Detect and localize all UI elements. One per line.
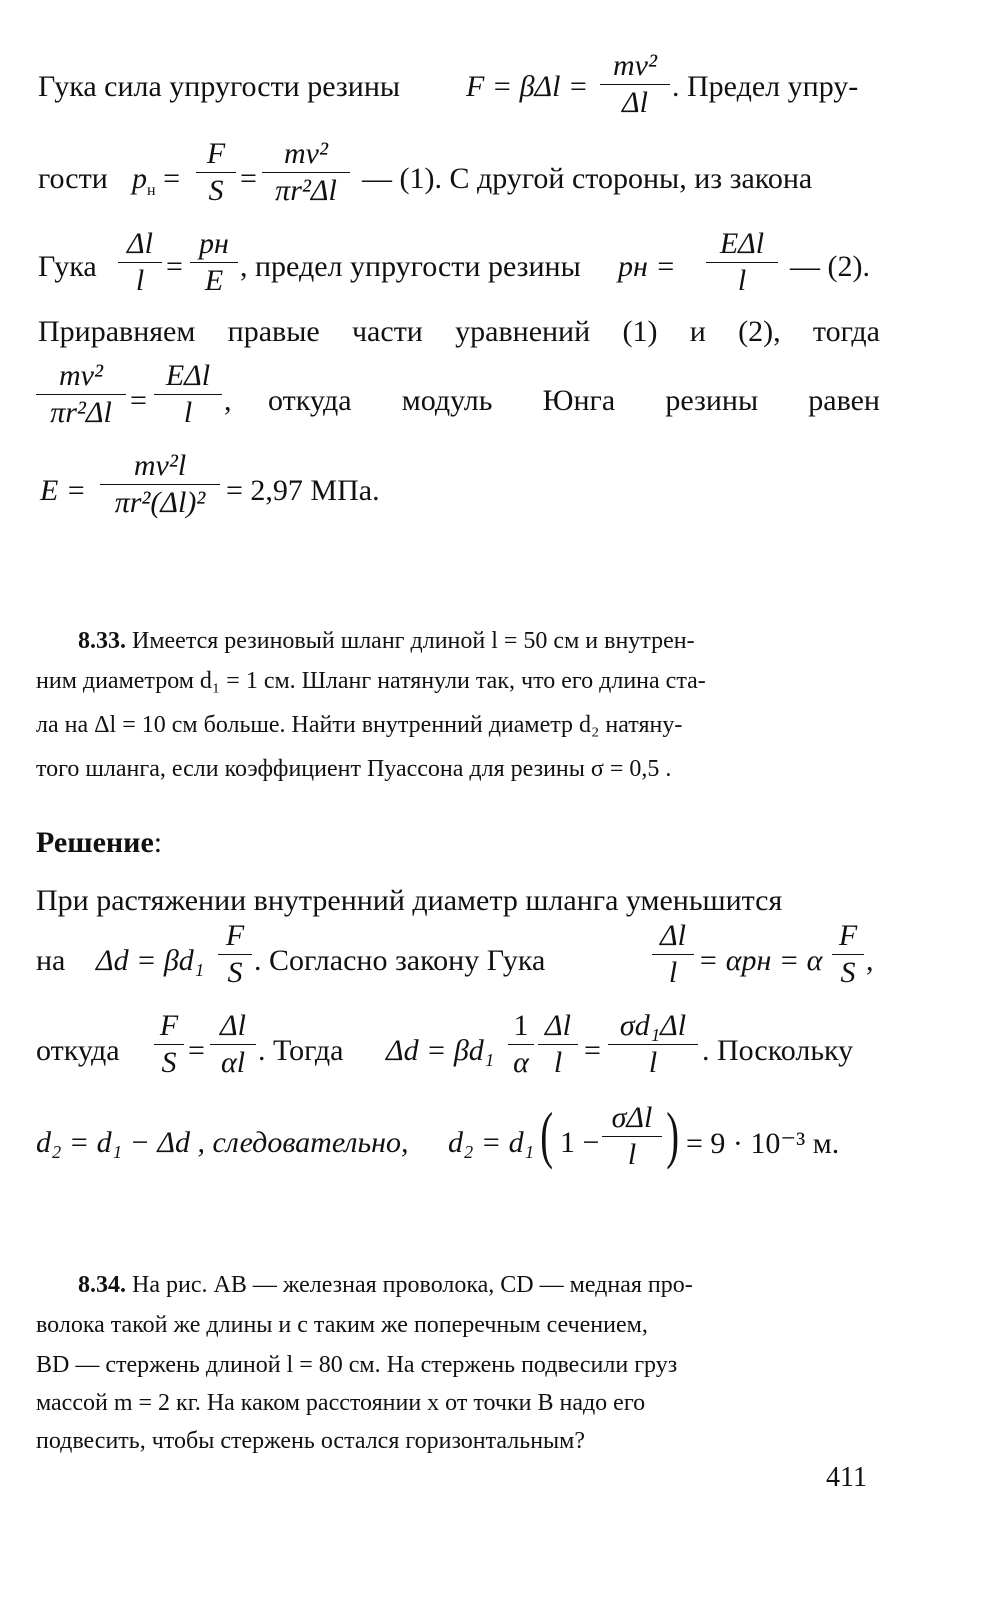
text-line: волока такой же длины и с таким же поперечным сечением,: [36, 1312, 648, 1338]
fraction: Δl l: [538, 1010, 578, 1078]
text-line: = 2,97 МПа.: [226, 474, 380, 507]
fraction: mv² πr²Δl: [36, 360, 126, 428]
text-line: — (2).: [790, 250, 870, 283]
fraction: 1 α: [508, 1010, 534, 1078]
formula: = 9 · 10⁻³ м.: [686, 1127, 840, 1160]
text-line: ла на Δl = 10 см больше. Найти внутренний диаметр d₂ натяну-: [36, 712, 683, 738]
fraction: mv²l πr²(Δl)²: [100, 450, 220, 518]
justified-line: откуда модуль Юнга резины равен: [268, 384, 880, 417]
problem-first-line: 8.34. На рис. AB — железная проволока, CD — медная про-: [78, 1272, 693, 1298]
formula: d₂ = d₁: [448, 1126, 535, 1159]
fraction: EΔl l: [154, 360, 222, 428]
text-line: ,: [224, 384, 232, 417]
text-line: подвесить, чтобы стержень остался горизонтальным?: [36, 1428, 586, 1454]
page-number: 411: [826, 1462, 867, 1493]
fraction: F S: [218, 920, 252, 988]
formula: Δd = βd₁: [96, 944, 205, 977]
fraction: EΔl l: [706, 228, 778, 296]
text-line: , предел упругости резины: [240, 250, 581, 283]
fraction: F S: [832, 920, 864, 988]
text-line: ним диаметром d₁ = 1 см. Шланг натянули так, что его длина ста-: [36, 668, 706, 694]
equals-sign: =: [240, 162, 257, 195]
fraction: pн E: [190, 228, 238, 296]
fraction: σΔl l: [602, 1102, 662, 1170]
fraction: Δl αl: [210, 1010, 256, 1078]
formula: 1 −: [560, 1126, 600, 1159]
formula: E =: [40, 474, 87, 507]
formula: d₂ = d₁ − Δd , следовательно,: [36, 1126, 409, 1159]
fraction: Δl l: [652, 920, 694, 988]
fraction: F S: [196, 138, 236, 206]
right-parenthesis: ): [666, 1099, 680, 1170]
equals-sign: =: [188, 1034, 205, 1067]
equals-sign: =: [130, 384, 147, 417]
text-line: . Согласно закону Гука: [254, 944, 546, 977]
text-line: . Предел упру-: [672, 70, 859, 103]
formula: pн =: [618, 250, 676, 283]
text-line: Гука: [38, 250, 97, 283]
left-parenthesis: (: [540, 1099, 554, 1170]
justified-line: Приравняем правые части уравнений (1) и (2), тогда: [38, 315, 880, 348]
text-line: BD — стержень длиной l = 80 см. На стержень подвесили груз: [36, 1352, 678, 1378]
text-line: . Поскольку: [702, 1034, 854, 1067]
fraction: mv² Δl: [600, 50, 670, 118]
formula: Δd = βd₁: [386, 1034, 495, 1067]
text-line: При растяжении внутренний диаметр шланга уменьшится: [36, 884, 783, 917]
fraction: mv² πr²Δl: [262, 138, 350, 206]
formula: = αpн = α: [698, 944, 823, 977]
text-line: Гука сила упругости резины: [38, 70, 401, 103]
formula: F = βΔl =: [466, 70, 589, 103]
equals-sign: =: [166, 250, 183, 283]
text-line: на: [36, 944, 66, 977]
problem-number: 8.34.: [78, 1272, 126, 1298]
formula: $p_н$ =: [132, 162, 180, 199]
text-line: . Тогда: [258, 1034, 344, 1067]
problem-first-line: 8.33. Имеется резиновый шланг длиной l = 50 см и внутрен-: [78, 628, 695, 654]
text-line: массой m = 2 кг. На каком расстоянии x от точки B надо его: [36, 1390, 646, 1416]
fraction: F S: [154, 1010, 184, 1078]
solution-heading: Решение:: [36, 826, 163, 859]
text-line: того шланга, если коэффициент Пуассона для резины σ = 0,5 .: [36, 756, 672, 782]
text-line: — (1). С другой стороны, из закона: [362, 162, 813, 195]
equals-sign: =: [584, 1034, 601, 1067]
comma: ,: [866, 944, 874, 977]
fraction: σd₁Δl l: [608, 1010, 698, 1078]
fraction: Δl l: [118, 228, 162, 296]
text-line: гости: [38, 162, 108, 195]
problem-number: 8.33.: [78, 628, 126, 654]
text-line: откуда: [36, 1034, 120, 1067]
